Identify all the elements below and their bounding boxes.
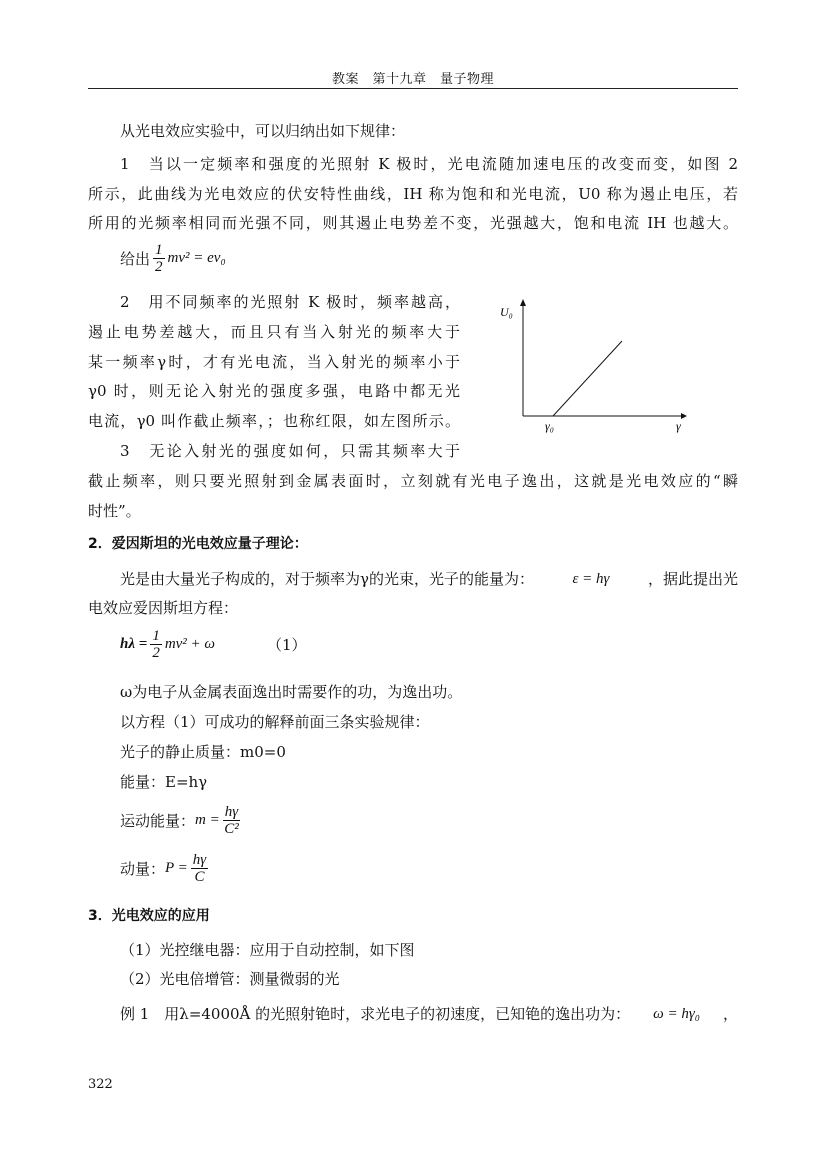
fraction: $\frac{h\gamma}{C}$ bbox=[192, 852, 207, 885]
text-line: 电效应爱因斯坦方程： bbox=[88, 599, 239, 617]
equation-number: （1） bbox=[267, 636, 307, 654]
text-line: ω为电子从金属表面逸出时需要作的功，为逸出功。 bbox=[120, 683, 463, 701]
fraction: $\frac{1}{2}$ bbox=[155, 242, 163, 275]
page-number: 322 bbox=[88, 1077, 113, 1092]
text-line: 时性”。 bbox=[88, 502, 141, 520]
text-line: 光子的静止质量：m0=0 bbox=[120, 743, 286, 761]
header-rule bbox=[88, 88, 738, 89]
text-line: 某一频率γ时，才有光电流，当入射光的频率小于 bbox=[88, 353, 460, 371]
fraction: $\frac{h\gamma}{\text{C²}}$ bbox=[224, 804, 239, 837]
work-function-eq: ω = hγ₀ bbox=[653, 1006, 700, 1022]
photon-energy-eq: ε = hγ bbox=[572, 571, 610, 587]
text-line: 所示，此曲线为光电效应的伏安特性曲线，IH 称为饱和和光电流，U0 称为遏止电压，若 bbox=[88, 185, 738, 203]
text-line: 例 1 用λ=4000Å 的光照射铯时，求光电子的初速度，已知铯的逸出功为： ω = hγ₀ ， bbox=[120, 1005, 738, 1023]
text-line: （1）光控继电器：应用于自动控制，如下图 bbox=[120, 941, 415, 959]
text-line: γ0 时，则无论入射光的强度多强，电路中都无光 bbox=[88, 382, 460, 400]
fraction: $\frac{1}{2}$ bbox=[152, 628, 160, 661]
text-line: 遏止电势差越大，而且只有当入射光的频率大于 bbox=[88, 323, 460, 341]
section-heading: 3．光电效应的应用 bbox=[88, 908, 210, 924]
page-header: 教案 第十九章 量子物理 bbox=[331, 72, 494, 87]
text-line: 能量：E=hγ bbox=[120, 773, 208, 791]
text-line: 1 当以一定频率和强度的光照射 K 极时，光电流随加速电压的改变而变，如图 2 bbox=[120, 155, 738, 173]
equation-kinetic: 给出 $\frac{1}{2}$ mv² = ev₀ bbox=[120, 242, 226, 275]
equation-mass: 运动能量：m = $\frac{h\gamma}{\text{C²}}$ bbox=[120, 804, 239, 837]
einstein-equation: hλ = $\frac{1}{2}$ mv² + ω （1） bbox=[120, 628, 307, 661]
y-axis-arrow bbox=[520, 299, 526, 306]
cutoff-line bbox=[553, 341, 622, 416]
text-line: 3 无论入射光的强度如何，只需其频率大于 bbox=[120, 442, 460, 460]
stopping-voltage-frequency-graph bbox=[496, 296, 696, 436]
x-axis-arrow bbox=[681, 413, 687, 419]
section-heading: 2．爱因斯坦的光电效应量子理论： bbox=[88, 536, 308, 552]
text-line: 2 用不同频率的光照射 K 极时，频率越高， bbox=[120, 293, 460, 311]
text-line: （2）光电倍增管：测量微弱的光 bbox=[120, 970, 340, 988]
equation-momentum: 动量：P = $\frac{h\gamma}{C}$ bbox=[120, 852, 207, 885]
text-line: 电流，γ0 叫作截止频率，；也称红限，如左图所示。 bbox=[88, 412, 460, 430]
text-line: 光是由大量光子构成的，对于频率为γ的光束，光子的能量为： ε = hγ ，据此提出光 bbox=[120, 570, 738, 588]
cutoff-frequency-label: γ₀ bbox=[545, 419, 554, 433]
x-axis-label: γ bbox=[676, 419, 681, 433]
y-axis-label: U₀ bbox=[500, 305, 513, 319]
text-line: 所用的光频率相同而光强不同，则其遏止电势差不变，光强越大，饱和电流 IH 也越大。 bbox=[88, 214, 738, 232]
text-line: 以方程（1）可成功的解释前面三条实验规律： bbox=[120, 713, 430, 731]
text-line: 从光电效应实验中，可以归纳出如下规律： bbox=[120, 122, 406, 140]
text-line: 截止频率，则只要光照射到金属表面时，立刻就有光电子逸出，这就是光电效应的“瞬 bbox=[88, 472, 738, 490]
